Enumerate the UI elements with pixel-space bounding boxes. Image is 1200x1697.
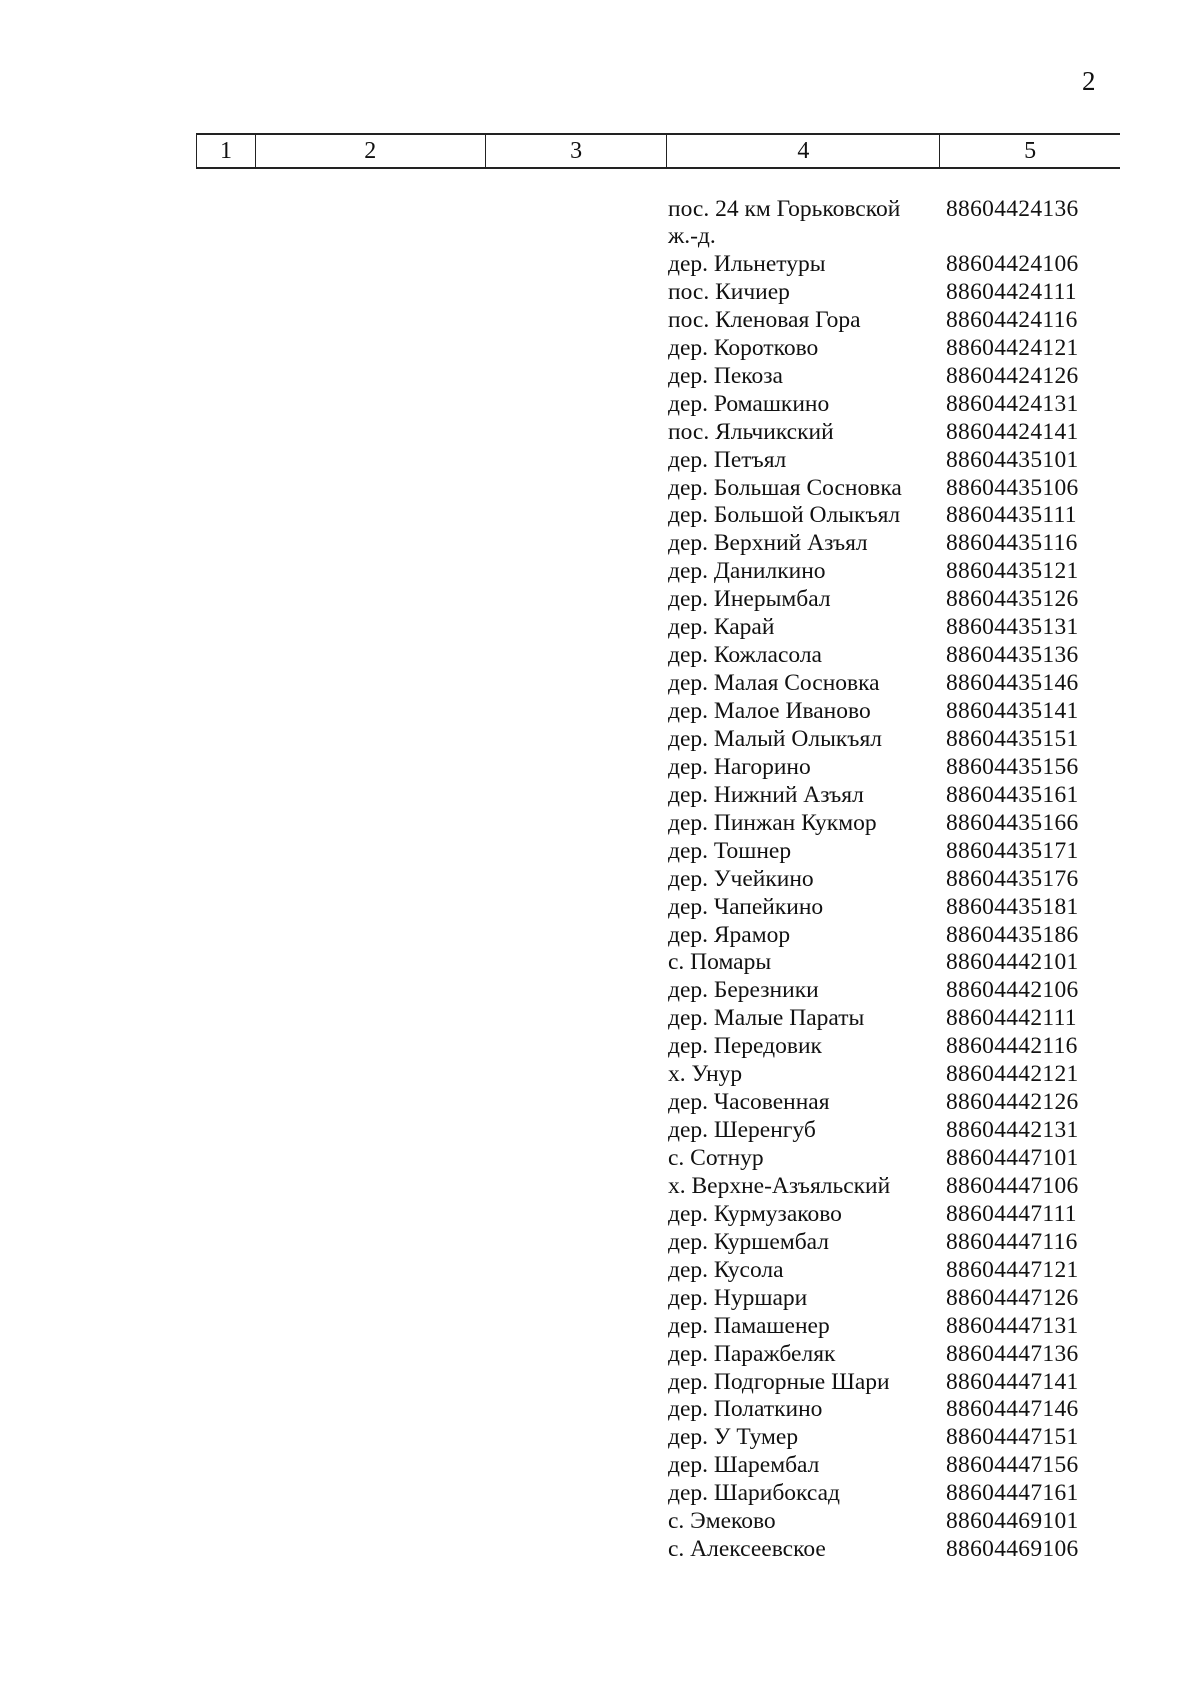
table-row [668, 391, 1108, 419]
settlement-name: с. Сотнур [668, 1145, 764, 1171]
settlement-name: с. Помары [668, 949, 772, 976]
settlement-name: дер. Пекоза [668, 362, 783, 389]
settlement-name: дер. Нагорино [668, 753, 811, 780]
table-row [668, 530, 1108, 558]
settlement-name: дер. Кожласола [668, 642, 822, 669]
oktmo-code: 88604435111 [946, 502, 1077, 529]
oktmo-code: 88604469101 [946, 1508, 1079, 1535]
table-row [668, 1369, 1108, 1397]
settlement-name: дер. Малый Олыкъял [668, 725, 882, 752]
oktmo-code: 88604442111 [946, 1005, 1077, 1032]
oktmo-code: 88604424136 [946, 196, 1079, 222]
settlement-name: с. Алексеевское [668, 1536, 826, 1563]
oktmo-code: 88604435136 [946, 642, 1079, 669]
table-row [668, 838, 1108, 866]
table-row [668, 1341, 1108, 1369]
settlement-name: дер. Пинжан Кукмор [668, 809, 877, 836]
oktmo-code: 88604435171 [946, 837, 1079, 864]
table-row [668, 251, 1108, 279]
table-row [668, 810, 1108, 838]
oktmo-code: 88604435116 [946, 530, 1078, 557]
oktmo-code: 88604447111 [946, 1200, 1077, 1227]
settlement-name: дер. Ильнетуры [668, 251, 826, 277]
settlement-list [668, 196, 1108, 1564]
settlement-name: дер. Ярамор [668, 921, 791, 948]
settlement-name: дер. Карай [668, 614, 775, 641]
settlement-name: дер. Петъял [668, 446, 787, 473]
settlement-name: пос. Яльчикский [668, 418, 834, 445]
oktmo-code: 88604435141 [946, 698, 1079, 724]
oktmo-code: 88604435161 [946, 781, 1079, 808]
oktmo-code: 88604424116 [946, 306, 1078, 333]
table-row [668, 1396, 1108, 1424]
oktmo-code: 88604447141 [946, 1368, 1079, 1395]
table-row [668, 1033, 1108, 1061]
settlement-name: дер. Часовенная [668, 1089, 830, 1116]
oktmo-code: 88604447161 [946, 1480, 1079, 1507]
settlement-name: дер. Чапейкино [668, 893, 824, 920]
table-row [668, 1145, 1108, 1173]
table-row [668, 1452, 1108, 1480]
column-header-1: 1 [197, 134, 256, 168]
page-number: 2 [1082, 66, 1096, 96]
table-header-row [197, 134, 1121, 168]
settlement-name: дер. Верхний Азъял [668, 530, 868, 557]
oktmo-code: 88604435156 [946, 753, 1079, 780]
table-row [668, 922, 1108, 950]
table-row [668, 419, 1108, 447]
settlement-name: пос. Кичиер [668, 278, 790, 305]
oktmo-code: 88604447121 [946, 1256, 1079, 1283]
oktmo-code: 88604447106 [946, 1172, 1079, 1199]
table-row [668, 866, 1108, 894]
table-header [196, 133, 1120, 169]
settlement-name: дер. Коротково [668, 334, 819, 361]
oktmo-code: 88604424126 [946, 362, 1079, 389]
table-row [668, 698, 1108, 726]
settlement-name: дер. Малое Иваново [668, 698, 871, 724]
settlement-name: дер. Ромашкино [668, 390, 830, 417]
oktmo-code: 88604424106 [946, 251, 1079, 277]
settlement-name: дер. Куршембал [668, 1228, 830, 1255]
column-header-5: 5 [940, 134, 1120, 168]
oktmo-code: 88604424111 [946, 278, 1077, 305]
oktmo-code: 88604442121 [946, 1061, 1079, 1088]
table-row [668, 1089, 1108, 1117]
settlement-name: дер. Учейкино [668, 865, 814, 892]
table-row [668, 782, 1108, 810]
settlement-name: дер. Большой Олыкъял [668, 502, 901, 529]
settlement-name: пос. Кленовая Гора [668, 306, 861, 333]
table-row [668, 279, 1108, 307]
table-row [668, 586, 1108, 614]
oktmo-code: 88604442101 [946, 949, 1079, 976]
settlement-name: с. Эмеково [668, 1508, 776, 1535]
table-row [668, 1061, 1108, 1089]
table-row [668, 475, 1108, 503]
table-row [668, 1005, 1108, 1033]
oktmo-code: 88604442131 [946, 1117, 1079, 1144]
column-header-2: 2 [255, 134, 485, 168]
oktmo-code: 88604435131 [946, 614, 1079, 641]
oktmo-code: 88604442116 [946, 1033, 1078, 1060]
table-row [668, 502, 1108, 530]
table-row [668, 1229, 1108, 1257]
oktmo-code: 88604469106 [946, 1536, 1079, 1563]
oktmo-code: 88604447131 [946, 1312, 1079, 1339]
settlement-name: дер. Нуршари [668, 1284, 808, 1311]
oktmo-code: 88604424141 [946, 418, 1079, 445]
settlement-name: х. Верхне-Азъяльский [668, 1172, 891, 1199]
settlement-name: дер. Передовик [668, 1033, 822, 1060]
table-row [668, 894, 1108, 922]
settlement-name: дер. Нижний Азъял [668, 781, 864, 808]
oktmo-code: 88604447116 [946, 1228, 1078, 1255]
settlement-name: дер. Курмузаково [668, 1200, 842, 1227]
settlement-name: дер. Малые Параты [668, 1005, 865, 1032]
settlement-name: дер. Малая Сосновка [668, 670, 880, 697]
oktmo-code: 88604447146 [946, 1396, 1079, 1423]
oktmo-code: 88604435146 [946, 670, 1079, 697]
settlement-name: дер. Памашенер [668, 1312, 830, 1339]
column-header-3: 3 [485, 134, 667, 168]
oktmo-code: 88604435126 [946, 586, 1079, 613]
settlement-name: пос. 24 км Горьковской ж.-д. [668, 196, 901, 249]
oktmo-code: 88604435101 [946, 446, 1079, 473]
table-row [668, 977, 1108, 1005]
table-row [668, 670, 1108, 698]
oktmo-code: 88604435186 [946, 921, 1079, 948]
settlement-name: дер. Тошнер [668, 837, 792, 864]
table-row [668, 1508, 1108, 1536]
settlement-name: дер. Инерымбал [668, 586, 831, 613]
oktmo-code: 88604447151 [946, 1424, 1079, 1451]
settlement-name: дер. Шеренгуб [668, 1117, 816, 1144]
oktmo-code: 88604447101 [946, 1145, 1079, 1171]
settlement-name: дер. Большая Сосновка [668, 474, 902, 501]
table-row [668, 1201, 1108, 1229]
table-row [668, 1173, 1108, 1201]
table-row [668, 363, 1108, 391]
oktmo-code: 88604435121 [946, 558, 1079, 585]
settlement-name: дер. Полаткино [668, 1396, 823, 1423]
table-row [668, 726, 1108, 754]
oktmo-code: 88604447126 [946, 1284, 1079, 1311]
table-row [668, 1285, 1108, 1313]
settlement-name: дер. Шарибоксад [668, 1480, 840, 1507]
table-row [668, 1424, 1108, 1452]
table-row [668, 196, 1108, 251]
oktmo-code: 88604442126 [946, 1089, 1079, 1116]
table-row [668, 1536, 1108, 1564]
oktmo-code: 88604424131 [946, 390, 1079, 417]
settlement-name: дер. Кусола [668, 1256, 784, 1283]
table-row [668, 1117, 1108, 1145]
settlement-name: дер. Данилкино [668, 558, 826, 585]
oktmo-code: 88604435151 [946, 725, 1079, 752]
table-row [668, 614, 1108, 642]
column-header-4: 4 [667, 134, 940, 168]
settlement-name: дер. Шарембал [668, 1452, 820, 1479]
oktmo-code: 88604435176 [946, 865, 1079, 892]
oktmo-code: 88604424121 [946, 334, 1079, 361]
oktmo-code: 88604442106 [946, 977, 1079, 1004]
settlement-name: х. Унур [668, 1061, 743, 1088]
table-row [668, 447, 1108, 475]
oktmo-code: 88604447136 [946, 1340, 1079, 1367]
oktmo-code: 88604435181 [946, 893, 1079, 920]
settlement-name: дер. Паражбеляк [668, 1340, 836, 1367]
oktmo-code: 88604447156 [946, 1452, 1079, 1479]
table-row [668, 307, 1108, 335]
oktmo-code: 88604435166 [946, 809, 1079, 836]
table-row [668, 949, 1108, 977]
table-row [668, 642, 1108, 670]
table-row [668, 754, 1108, 782]
table-row [668, 1480, 1108, 1508]
table-row [668, 335, 1108, 363]
settlement-name: дер. Березники [668, 977, 819, 1004]
table-row [668, 1257, 1108, 1285]
settlement-name: дер. У Тумер [668, 1424, 799, 1451]
table-row [668, 558, 1108, 586]
settlement-name: дер. Подгорные Шари [668, 1368, 890, 1395]
table-row [668, 1313, 1108, 1341]
oktmo-code: 88604435106 [946, 474, 1079, 501]
